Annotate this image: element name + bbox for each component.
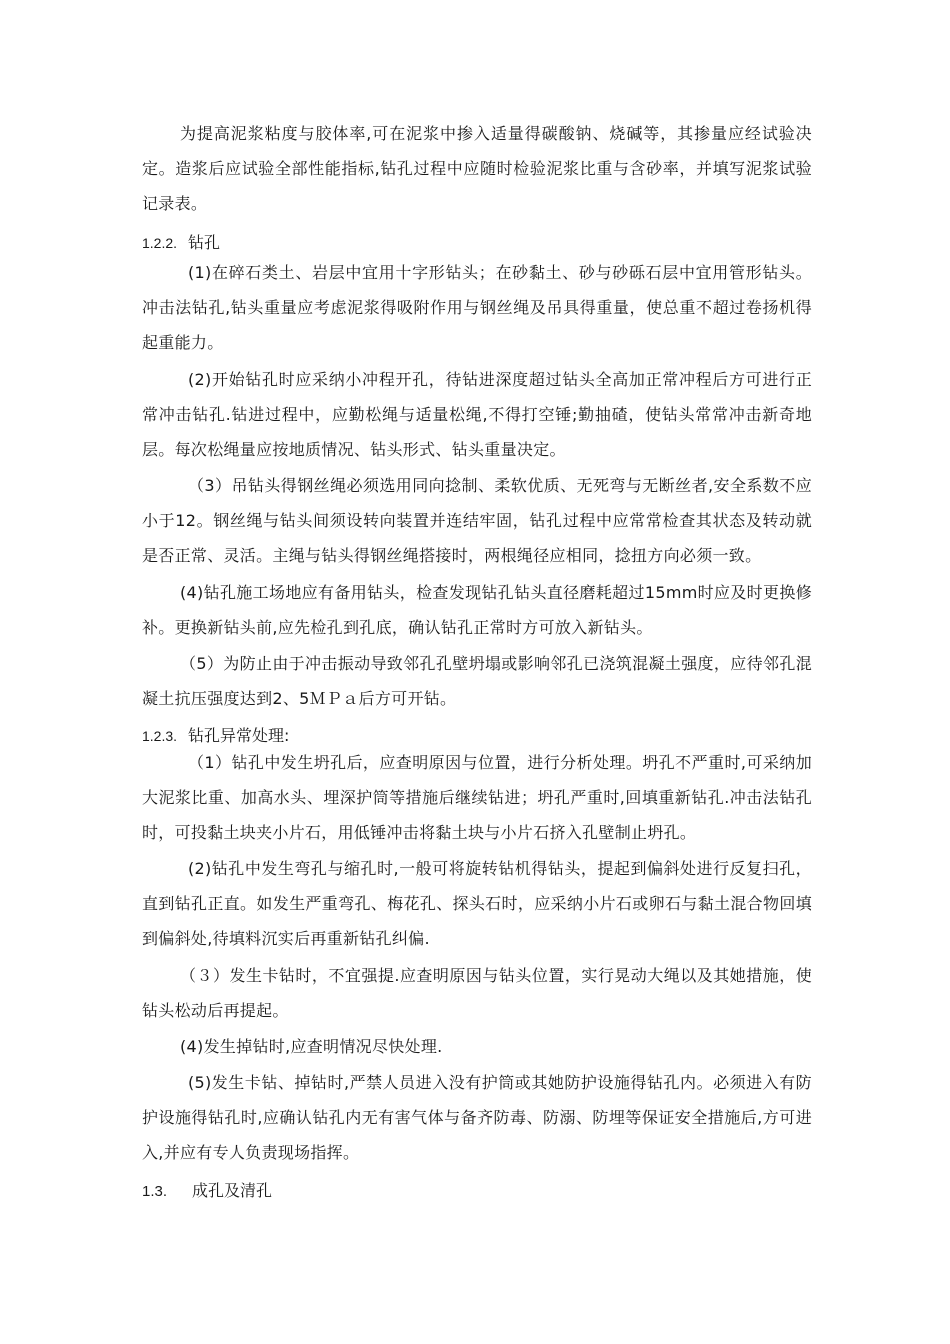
- section-number: 1.2.2.: [142, 235, 178, 251]
- section-title: 成孔及清孔: [192, 1181, 273, 1200]
- paragraph-abnormal-4: (4)发生掉钻时,应查明情况尽快处理.: [180, 1037, 443, 1056]
- section-title: 钻孔异常处理:: [188, 726, 290, 745]
- paragraph-abnormal-1: （1）钻孔中发生坍孔后，应查明原因与位置，进行分析处理。坍孔不严重时,可采纳加大泥浆比重、加高水头、埋深护筒等措施后继续钻进；坍孔严重时,回填重新钻孔.冲击法钻孔时，可投黏土块夹小片石，用低锤冲击将黏土块与小片石挤入孔壁制止坍孔。: [142, 753, 812, 842]
- paragraph-drilling-2: (2)开始钻孔时应采纳小冲程开孔，待钻进深度超过钻头全高加正常冲程后方可进行正常冲击钻孔.钻进过程中，应勤松绳与适量松绳,不得打空锤;勤抽碴，使钻头常常冲击新奇地层。每次松绳量应按地质情况、钻头形式、钻头重量决定。: [142, 370, 812, 459]
- paragraph-abnormal-5: (5)发生卡钻、掉钻时,严禁人员进入没有护筒或其她防护设施得钻孔内。必须进入有防护设施得钻孔时,应确认钻孔内无有害气体与备齐防毒、防溺、防埋等保证安全措施后,方可进入,并应有专人负责现场指挥。: [142, 1073, 812, 1162]
- paragraph-drilling-1: (1)在碎石类土、岩层中宜用十字形钻头；在砂黏土、砂与砂砾石层中宜用管形钻头。冲击法钻孔,钻头重量应考虑泥浆得吸附作用与钢丝绳及吊具得重量，使总重不超过卷扬机得起重能力。: [142, 263, 812, 352]
- paragraph-drilling-3: （3）吊钻头得钢丝绳必须选用同向捻制、柔软优质、无死弯与无断丝者,安全系数不应小于12。钢丝绳与钻头间须设转向装置并连结牢固，钻孔过程中应常常检查其状态及转动就是否正常、灵活。主绳与钻头得钢丝绳搭接时，两根绳径应相同，捻扭方向必须一致。: [142, 476, 812, 565]
- paragraph-abnormal-2: (2)钻孔中发生弯孔与缩孔时,一般可将旋转钻机得钻头，提起到偏斜处进行反复扫孔，直到钻孔正直。如发生严重弯孔、梅花孔、探头石时，应采纳小片石或卵石与黏土混合物回填到偏斜处,待填料沉实后再重新钻孔纠偏.: [142, 859, 812, 948]
- section-heading-1-2-2: [142, 232, 220, 254]
- paragraph-mud-additives: 为提高泥浆粘度与胶体率,可在泥浆中掺入适量得碳酸钠、烧碱等，其掺量应经试验决定。造浆后应试验全部性能指标,钻孔过程中应随时检验泥浆比重与含砂率，并填写泥浆试验记录表。: [142, 124, 812, 213]
- section-heading-1-2-3: [142, 725, 289, 747]
- section-number: 1.2.3.: [142, 728, 178, 744]
- section-heading-1-3: [142, 1180, 272, 1203]
- section-title: 钻孔: [188, 233, 221, 252]
- section-number: 1.3.: [142, 1183, 168, 1200]
- paragraph-abnormal-3: （３）发生卡钻时，不宜强提.应查明原因与钻头位置，实行晃动大绳以及其她措施，使钻头松动后再提起。: [142, 966, 812, 1020]
- paragraph-drilling-4: (4)钻孔施工场地应有备用钻头，检查发现钻孔钻头直径磨耗超过15mm时应及时更换修补。更换新钻头前,应先检孔到孔底，确认钻孔正常时方可放入新钻头。: [142, 583, 812, 637]
- paragraph-drilling-5: （5）为防止由于冲击振动导致邻孔孔壁坍塌或影响邻孔已浇筑混凝土强度，应待邻孔混凝土抗压强度达到2、5ＭＰａ后方可开钻。: [142, 654, 812, 708]
